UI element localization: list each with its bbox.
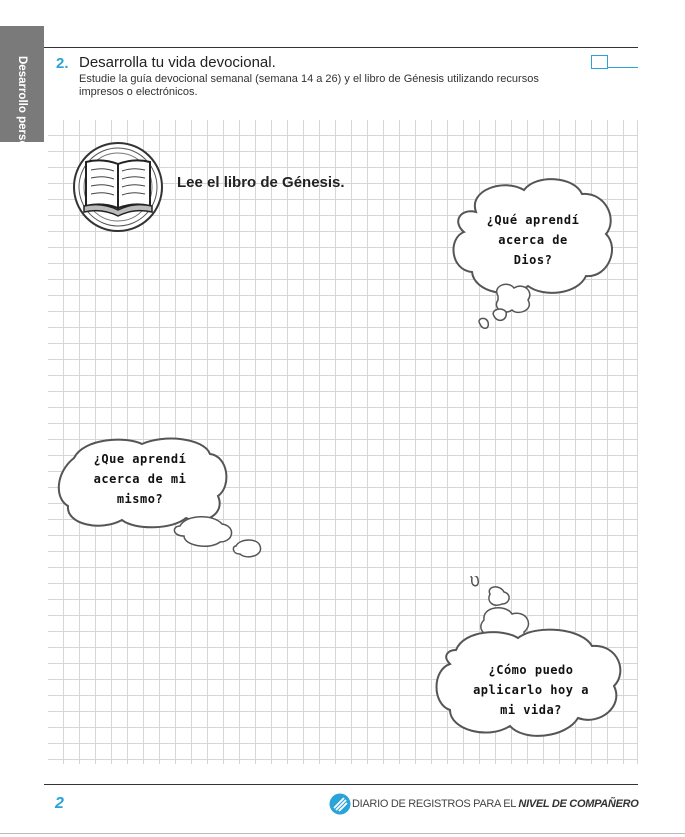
cloud-3-line-3: mi vida? [500, 703, 562, 717]
footer-text [352, 798, 639, 810]
cloud-2-text [70, 449, 210, 509]
cloud-1-line-2: acerca de [498, 233, 568, 247]
page-number: 2 [55, 795, 64, 812]
cloud-2-line-1: ¿Que aprendí [93, 452, 187, 466]
cloud-3-text [456, 660, 606, 720]
section-number: 2. [56, 55, 69, 72]
cloud-1-text [463, 210, 603, 270]
section-description: Estudie la guía devocional semanal (semana 14 a 26) y el libro de Génesis utilizando recursos impresos o electrónicos. [79, 73, 539, 98]
bottom-rule [44, 784, 638, 785]
cloud-2-line-2: acerca de mi [93, 472, 187, 486]
emblem-logo-icon [329, 793, 351, 815]
section-title: Desarrolla tu vida devocional. [79, 54, 276, 71]
book-icon [72, 140, 164, 235]
footer-prefix: DIARIO DE REGISTROS PARA EL [352, 798, 519, 810]
cloud-1-line-3: Dios? [513, 253, 553, 267]
page-bottom-edge [0, 833, 685, 834]
top-rule [44, 47, 638, 48]
section-side-tab [0, 26, 44, 165]
cloud-1-line-1: ¿Qué aprendí [486, 213, 580, 227]
activity-instruction: Lee el libro de Génesis. [177, 174, 345, 191]
footer-emphasis: NIVEL DE COMPAÑERO [518, 798, 639, 810]
side-tab-label: Desarrollo personal [16, 55, 28, 165]
completion-checkbox[interactable] [591, 55, 608, 69]
cloud-2-line-3: mismo? [116, 492, 164, 506]
cloud-3-line-2: aplicarlo hoy a [473, 683, 589, 697]
checkbox-line [608, 67, 638, 68]
cloud-3-line-1: ¿Cómo puedo [488, 663, 574, 677]
